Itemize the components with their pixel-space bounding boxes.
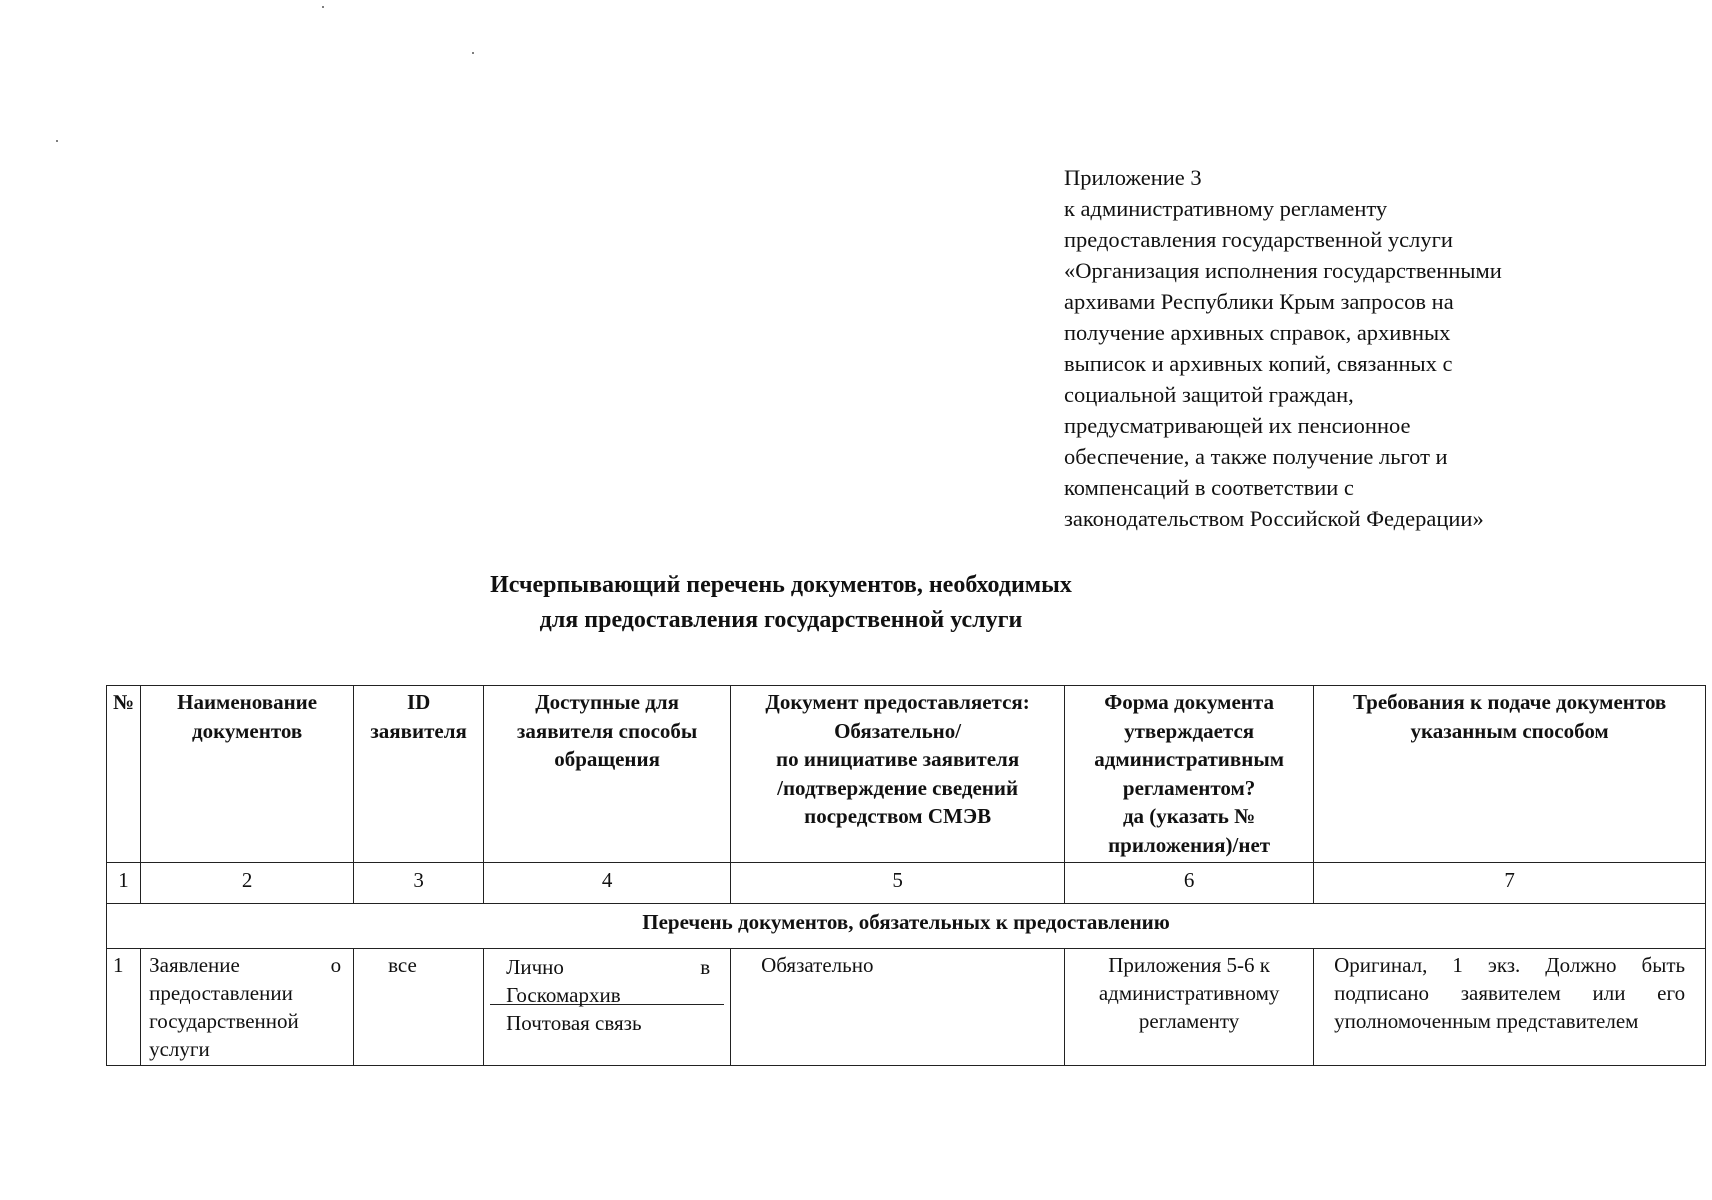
way-in-person-line: Госкомархив [506, 983, 621, 1007]
scan-speck [472, 52, 474, 54]
scan-speck [56, 140, 58, 142]
column-number: 1 [107, 863, 141, 904]
scan-speck [322, 6, 324, 8]
appendix-line: архивами Республики Крым запросов на [1064, 289, 1454, 314]
header-no: № [107, 686, 141, 863]
header-provided-line: по инициативе заявителя [776, 747, 1020, 771]
column-number: 3 [354, 863, 484, 904]
document-name-line [149, 951, 341, 979]
provided-cell: Обязательно [731, 949, 1065, 1066]
appendix-line: «Организация исполнения государственными [1064, 258, 1502, 283]
document-name-cell [141, 949, 354, 1066]
document-name-line: предоставлении [149, 981, 293, 1005]
appendix-line: к административному регламенту [1064, 196, 1388, 221]
header-form-line: утверждается [1124, 718, 1255, 743]
applicant-id-cell: все [354, 949, 484, 1066]
appendix-line: предоставления государственной услуги [1064, 227, 1453, 252]
documents-table [106, 685, 1706, 1066]
document-name-line: государственной [149, 1009, 299, 1033]
title-line-2: для предоставления государственной услуги [539, 607, 1023, 633]
column-number: 5 [731, 863, 1065, 904]
document-name-line: услуги [149, 1037, 210, 1061]
header-name: Наименование документов [141, 686, 354, 863]
row-number: 1 [107, 949, 141, 1066]
way-post: Почтовая связь [506, 1011, 642, 1035]
way-in-person-line [506, 953, 710, 981]
header-provided-line: посредством СМЭВ [804, 804, 992, 828]
appendix-line: законодательством Российской Федерации» [1064, 506, 1484, 531]
form-cell: Приложения 5-6 к административному регламенту [1065, 949, 1314, 1066]
header-provided-line: Обязательно/ [834, 718, 962, 743]
title-line-1: Исчерпывающий перечень документов, необходимых [490, 572, 1072, 598]
column-number: 6 [1065, 863, 1314, 904]
header-provided [731, 686, 1065, 863]
appendix-line: обеспечение, а также получение льгот и [1064, 444, 1448, 469]
ways-cell [484, 949, 731, 1066]
header-form-line: административным [1094, 747, 1285, 771]
appendix-line: социальной защитой граждан, [1064, 382, 1354, 407]
header-requirements: Требования к подаче документов указанным способом [1314, 686, 1706, 863]
header-ways: Доступные для заявителя способы обращения [484, 686, 731, 863]
document-title [0, 568, 1712, 638]
header-form-line: Форма документа [1104, 690, 1274, 714]
column-number-row [107, 863, 1706, 904]
appendix-line: Приложение 3 [1064, 165, 1202, 190]
document-name-word: Заявление [149, 953, 240, 977]
appendix-line: предусматривающей их пенсионное [1064, 413, 1411, 438]
way-word: Лично [506, 955, 564, 979]
column-number: 2 [141, 863, 354, 904]
section-row [107, 904, 1706, 949]
requirements-cell: Оригинал, 1 экз. Должно быть подписано заявителем или его уполномоченным представителем [1314, 949, 1706, 1066]
header-id: ID заявителя [354, 686, 484, 863]
header-form-line: регламентом? [1122, 775, 1256, 800]
appendix-line: получение архивных справок, архивных [1064, 320, 1451, 345]
header-form-line: да (указать № [1122, 804, 1256, 828]
appendix-line: компенсаций в соответствии с [1064, 475, 1354, 500]
section-title: Перечень документов, обязательных к предоставлению [107, 904, 1706, 949]
way-in-person [490, 951, 724, 1005]
table-row [107, 949, 1706, 1066]
header-provided-line: /подтверждение сведений [777, 775, 1019, 800]
way-word: в [700, 955, 711, 979]
column-number: 4 [484, 863, 731, 904]
table-header-row [107, 686, 1706, 863]
header-form [1065, 686, 1314, 863]
header-form-line: приложения)/нет [1108, 832, 1271, 857]
appendix-heading [1064, 162, 1684, 534]
column-number: 7 [1314, 863, 1706, 904]
header-provided-line: Документ предоставляется: [765, 690, 1030, 714]
appendix-line: выписок и архивных копий, связанных с [1064, 351, 1453, 376]
document-name-word: о [330, 953, 342, 977]
